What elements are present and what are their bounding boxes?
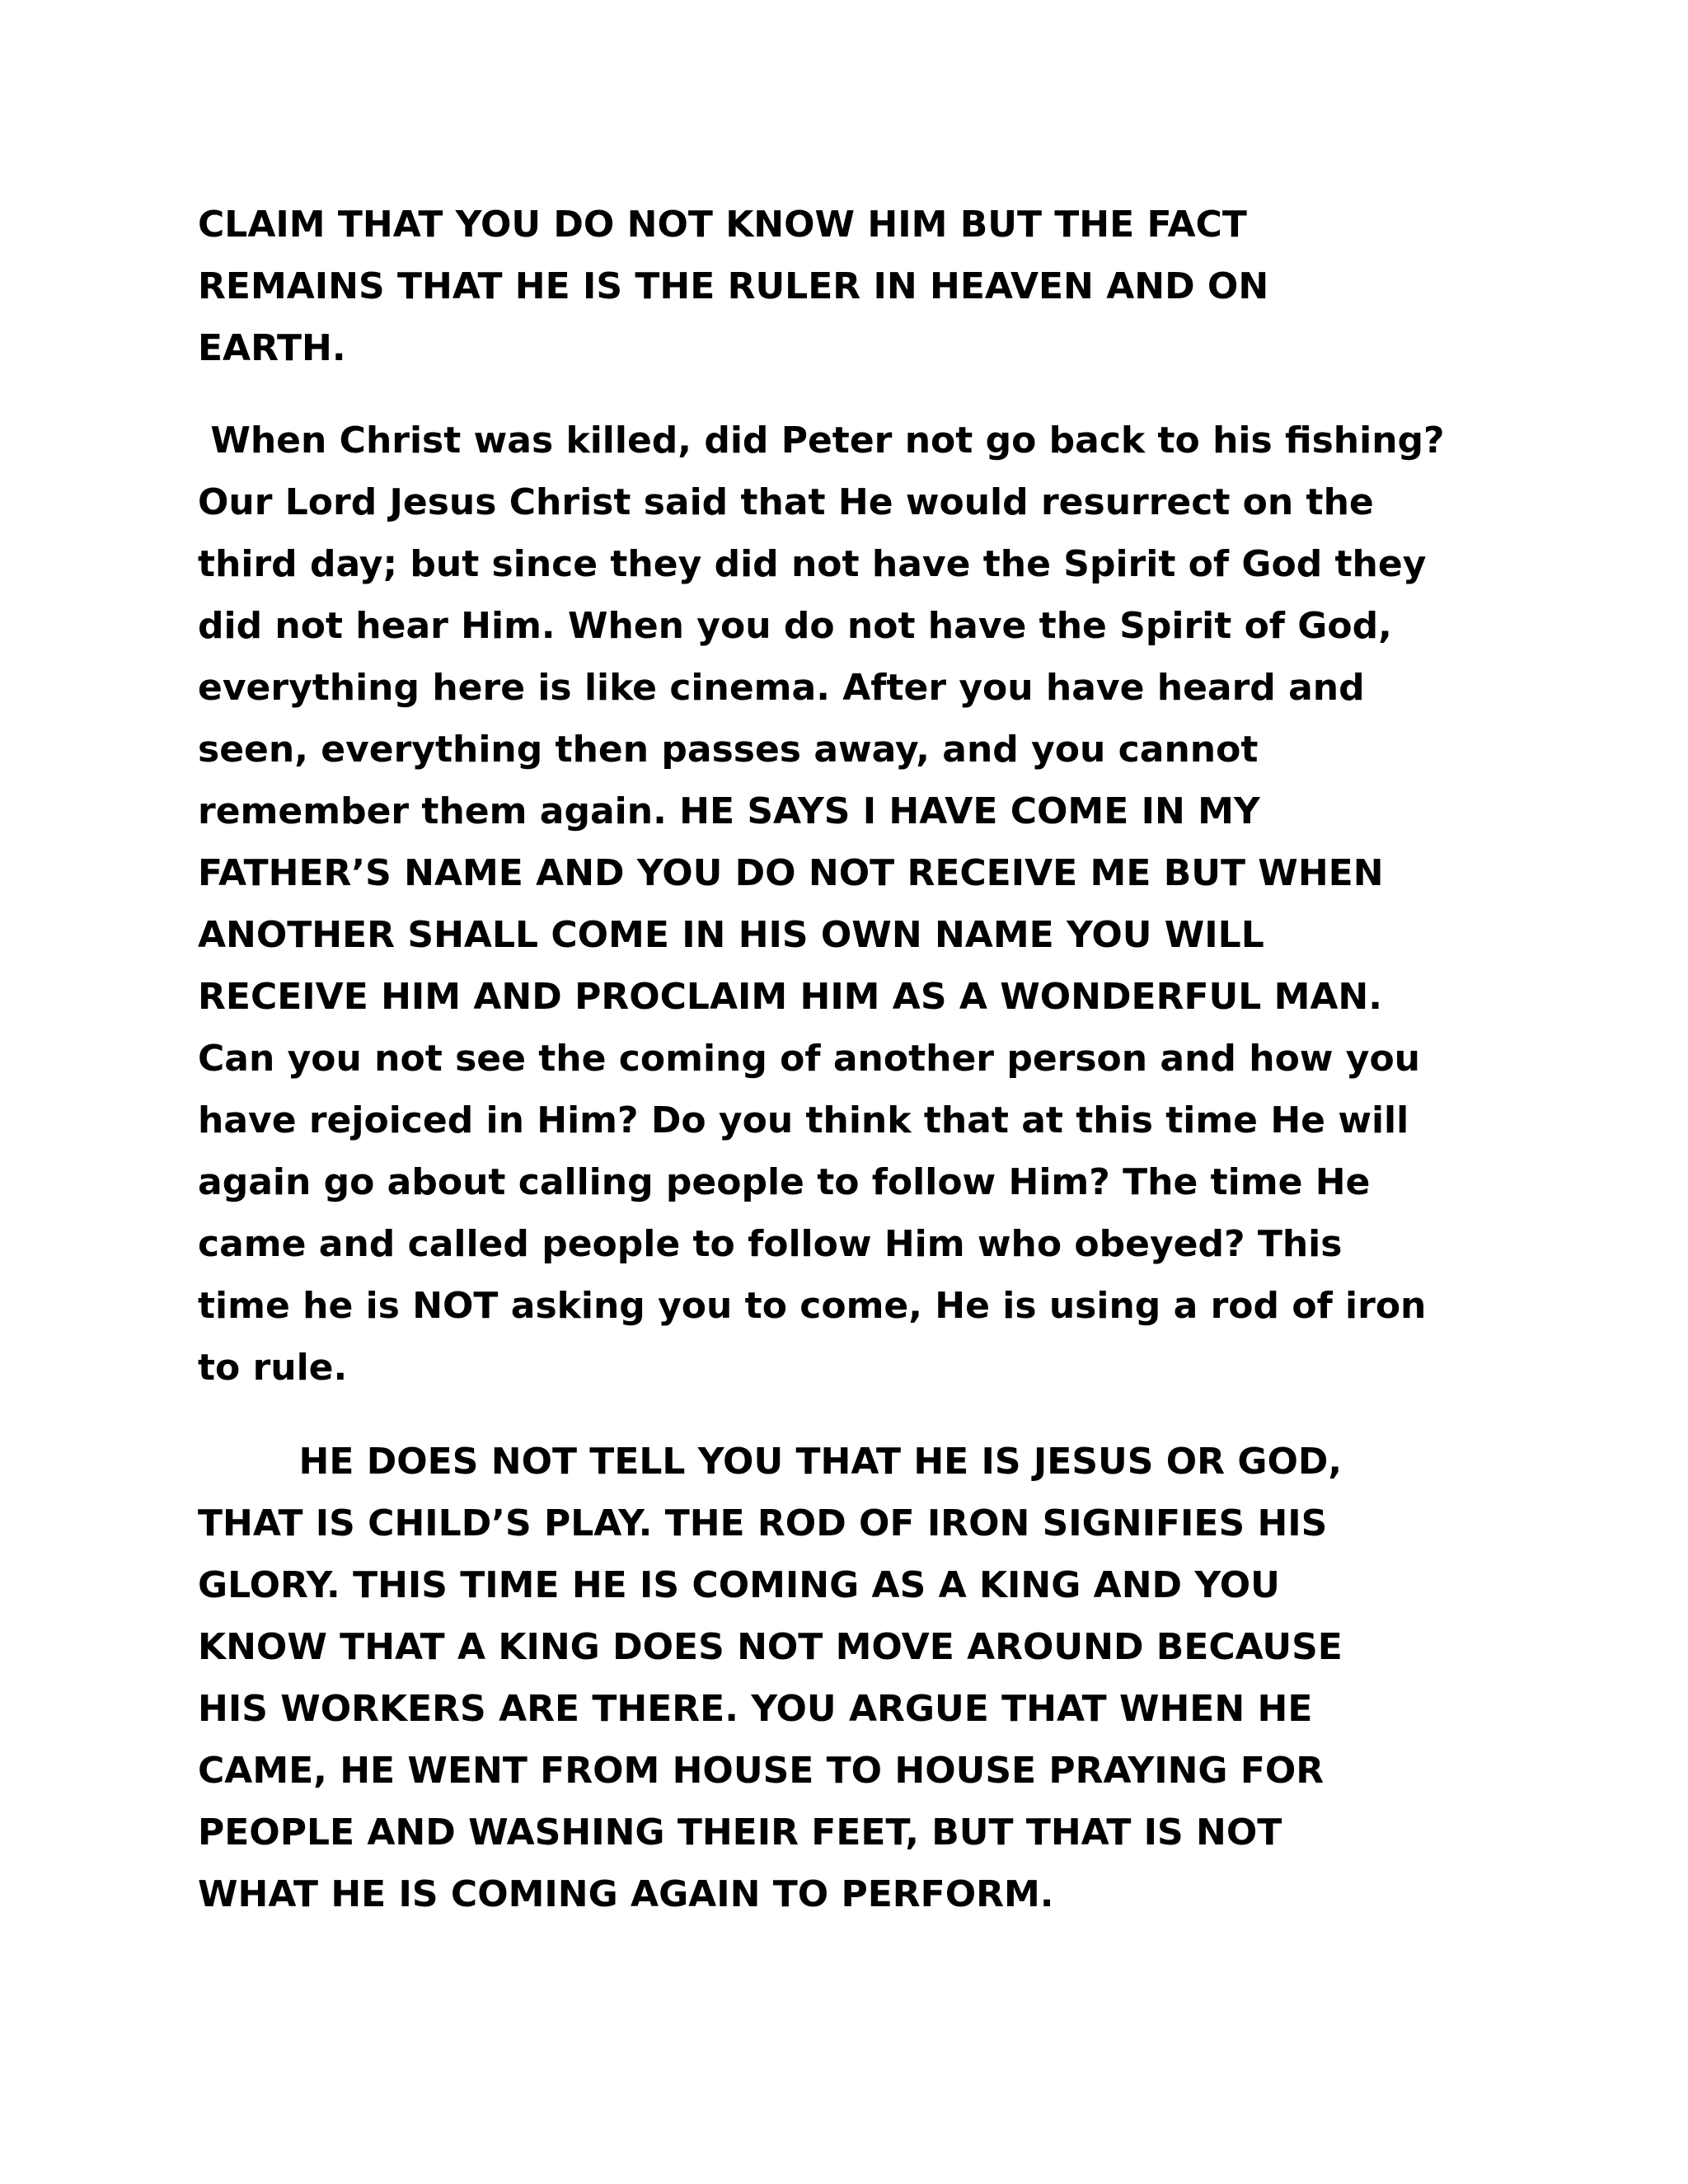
text-line: HIS WORKERS ARE THERE. YOU ARGUE THAT WHEN HE (198, 1688, 1313, 1730)
text-line: EARTH. (198, 327, 346, 369)
text-line: again go about calling people to follow Him? The time He (198, 1161, 1371, 1203)
text-line: everything here is like cinema. After you have heard and (198, 667, 1365, 709)
text-line: remember them again. HE SAYS I HAVE COME IN MY (198, 790, 1260, 832)
paragraph-1 (198, 194, 1484, 379)
text-line: ANOTHER SHALL COME IN HIS OWN NAME YOU WILL (198, 914, 1264, 956)
text-line: Our Lord Jesus Christ said that He would resurrect on the (198, 481, 1374, 523)
text-line: KNOW THAT A KING DOES NOT MOVE AROUND BECAUSE (198, 1626, 1343, 1668)
text-line: REMAINS THAT HE IS THE RULER IN HEAVEN AND ON (198, 265, 1269, 307)
text-line: WHAT HE IS COMING AGAIN TO PERFORM. (198, 1873, 1054, 1915)
text-line: time he is NOT asking you to come, He is using a rod of iron (198, 1285, 1427, 1327)
paragraph-3 (198, 1431, 1484, 1925)
paragraph-2 (198, 410, 1484, 1399)
text-line: RECEIVE HIM AND PROCLAIM HIM AS A WONDERFUL MAN. (198, 976, 1382, 1018)
text-line: Can you not see the coming of another person and how you (198, 1038, 1421, 1080)
text-line: seen, everything then passes away, and you cannot (198, 729, 1259, 771)
text-line: When Christ was killed, did Peter not go back to his fishing? (198, 419, 1445, 462)
text-line: did not hear Him. When you do not have the Spirit of God, (198, 605, 1392, 647)
text-line: GLORY. THIS TIME HE IS COMING AS A KING AND YOU (198, 1564, 1280, 1606)
text-line: to rule. (198, 1347, 348, 1389)
text-line: third day; but since they did not have the Spirit of God they (198, 543, 1427, 585)
text-line: FATHER’S NAME AND YOU DO NOT RECEIVE ME BUT WHEN (198, 852, 1384, 894)
text-line: CAME, HE WENT FROM HOUSE TO HOUSE PRAYING FOR (198, 1750, 1325, 1792)
text-line: THAT IS CHILD’S PLAY. THE ROD OF IRON SIGNIFIES HIS (198, 1502, 1328, 1544)
text-line: HE DOES NOT TELL YOU THAT HE IS JESUS OR GOD, (198, 1441, 1343, 1483)
text-line: CLAIM THAT YOU DO NOT KNOW HIM BUT THE FACT (198, 204, 1247, 246)
text-line: PEOPLE AND WASHING THEIR FEET, BUT THAT IS NOT (198, 1811, 1282, 1854)
text-line: came and called people to follow Him who obeyed? This (198, 1223, 1343, 1265)
text-line: have rejoiced in Him? Do you think that at this time He will (198, 1099, 1409, 1141)
